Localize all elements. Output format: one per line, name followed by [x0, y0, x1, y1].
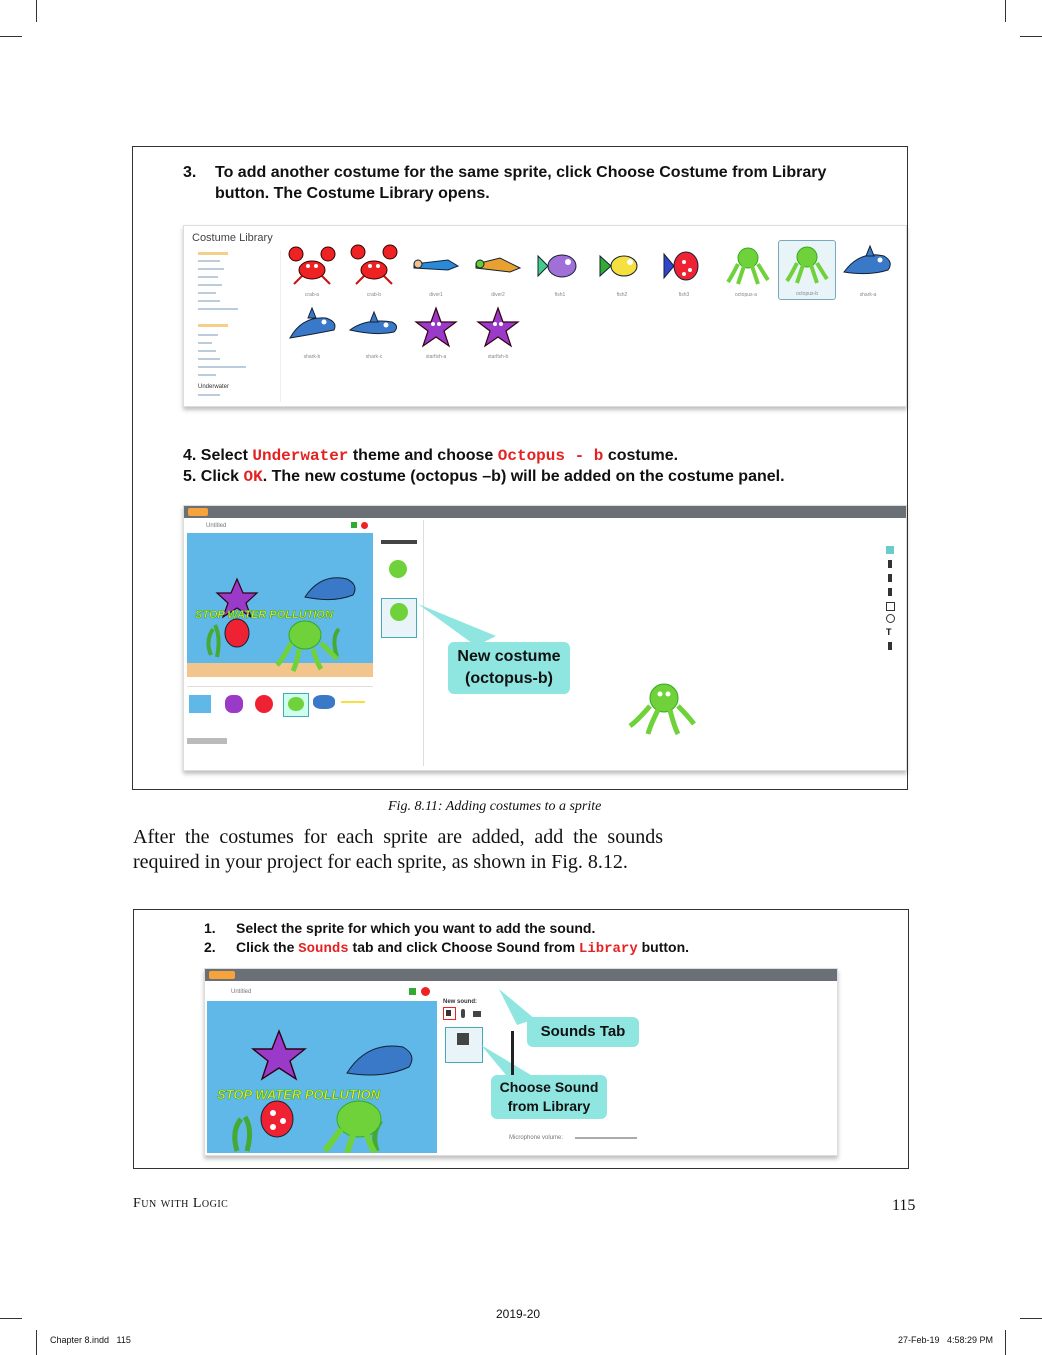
microphone-volume-slider[interactable]	[575, 1137, 637, 1139]
step-3: 3. To add another costume for the same sprite, click Choose Costume from Library button. The Costume Library opens.	[183, 164, 827, 202]
shark-icon	[284, 304, 340, 350]
stop-icon[interactable]	[421, 987, 430, 996]
category-list	[194, 250, 281, 402]
menu-bar	[205, 969, 837, 981]
costume-shark-a[interactable]: shark-a	[840, 242, 896, 300]
fish-icon	[594, 242, 650, 288]
costume-octopus-a[interactable]: octopus-a	[718, 242, 774, 300]
callout-sounds-tab: Sounds Tab	[527, 1017, 639, 1047]
page-number: 115	[892, 1197, 916, 1214]
starfish-icon	[408, 304, 464, 350]
octopus-icon	[779, 241, 835, 287]
year-label: 2019-20	[496, 1307, 541, 1321]
octopus-icon	[718, 242, 774, 288]
costume-octopus-b[interactable]: octopus-b	[778, 240, 836, 300]
starfish-icon	[470, 304, 526, 350]
sound-item-pop[interactable]	[445, 1027, 483, 1063]
costume-item-octopus-a[interactable]	[383, 556, 413, 590]
diver-icon	[408, 242, 464, 288]
step-1: 1. Select the sprite for which you want to add the sound.	[204, 920, 596, 936]
costume-library-screenshot	[183, 225, 907, 407]
costume-fish2[interactable]: fish2	[594, 242, 650, 300]
shark-icon	[840, 242, 896, 288]
stage	[187, 533, 373, 677]
costume-starfish-a[interactable]: starfish-a	[408, 304, 464, 362]
crop-mark	[0, 1318, 22, 1319]
step-5: 5. Click OK. The new costume (octopus –b) will be added on the costume panel.	[183, 468, 785, 486]
costume-fish3[interactable]: fish3	[656, 242, 712, 300]
project-title: Untitled	[206, 523, 227, 529]
stage-text: STOP WATER POLLUTION	[195, 609, 333, 621]
costume-shark-b[interactable]: shark-b	[284, 304, 340, 362]
sprites-pane	[187, 686, 373, 727]
shark-icon	[346, 304, 402, 350]
crop-mark	[36, 1330, 37, 1355]
stage-scene	[207, 1001, 437, 1153]
step-4: 4. Select Underwater theme and choose Octopus - b costume.	[183, 447, 679, 465]
stop-icon[interactable]	[361, 522, 368, 529]
step-2: 2. Click the Sounds tab and click Choose Sound from Library button.	[204, 939, 690, 957]
green-flag-icon[interactable]	[409, 988, 416, 995]
stage-text: STOP WATER POLLUTION	[217, 1087, 380, 1102]
scratch-sounds-screenshot	[204, 968, 838, 1156]
crop-mark	[1020, 1318, 1042, 1319]
costume-fish1[interactable]: fish1	[532, 242, 588, 300]
figure-caption-8-11: Fig. 8.11: Adding costumes to a sprite	[388, 799, 602, 814]
paint-tools: T	[884, 546, 898, 656]
menu-bar	[184, 506, 906, 518]
figure-8-12	[133, 909, 909, 1169]
upload-icon[interactable]	[473, 1011, 481, 1017]
category-underwater[interactable]: Underwater	[198, 384, 230, 390]
file-info: Chapter 8.indd 115	[50, 1335, 131, 1345]
crab-icon	[284, 242, 340, 288]
callout-new-costume: New costume (octopus-b)	[448, 642, 570, 694]
diver-icon	[470, 242, 526, 288]
microphone-volume-label: Microphone volume:	[509, 1135, 564, 1141]
scratch-editor-screenshot	[183, 505, 907, 771]
stage-scene	[187, 533, 373, 677]
crop-mark	[36, 0, 37, 22]
selected-sprite-octopus[interactable]	[283, 693, 309, 717]
costume-crab-b[interactable]: crab-b	[346, 242, 402, 300]
project-title: Untitled	[231, 989, 252, 995]
speaker-icon	[446, 1010, 451, 1016]
library-title: Costume Library	[192, 232, 273, 244]
fish-icon	[532, 242, 588, 288]
crop-mark	[0, 36, 22, 37]
crop-mark	[1005, 0, 1006, 22]
timestamp: 27-Feb-19 4:58:29 PM	[898, 1335, 994, 1345]
green-flag-icon[interactable]	[351, 522, 357, 528]
crop-mark	[1020, 36, 1042, 37]
octopus-b-canvas	[626, 678, 698, 738]
costume-starfish-b[interactable]: starfish-b	[470, 304, 526, 362]
crab-icon	[346, 242, 402, 288]
costume-diver1[interactable]: diver1	[408, 242, 464, 300]
costume-item-octopus-b[interactable]	[381, 598, 417, 638]
microphone-icon[interactable]	[461, 1009, 465, 1018]
book-title: Fun with Logic	[133, 1196, 229, 1211]
stage	[207, 1001, 437, 1153]
new-sound-label: New sound:	[443, 999, 477, 1005]
fish-icon	[656, 242, 712, 288]
body-paragraph: After the costumes for each sprite are added, add the sounds required in your project for each sprite, as shown in Fig. 8.12.	[133, 826, 663, 873]
costume-diver2[interactable]: diver2	[470, 242, 526, 300]
figure-8-11	[132, 146, 908, 790]
callout-choose-sound: Choose Sound from Library	[491, 1075, 607, 1119]
costume-shark-c[interactable]: shark-c	[346, 304, 402, 362]
crop-mark	[1005, 1330, 1006, 1355]
costume-crab-a[interactable]: crab-a	[284, 242, 340, 300]
